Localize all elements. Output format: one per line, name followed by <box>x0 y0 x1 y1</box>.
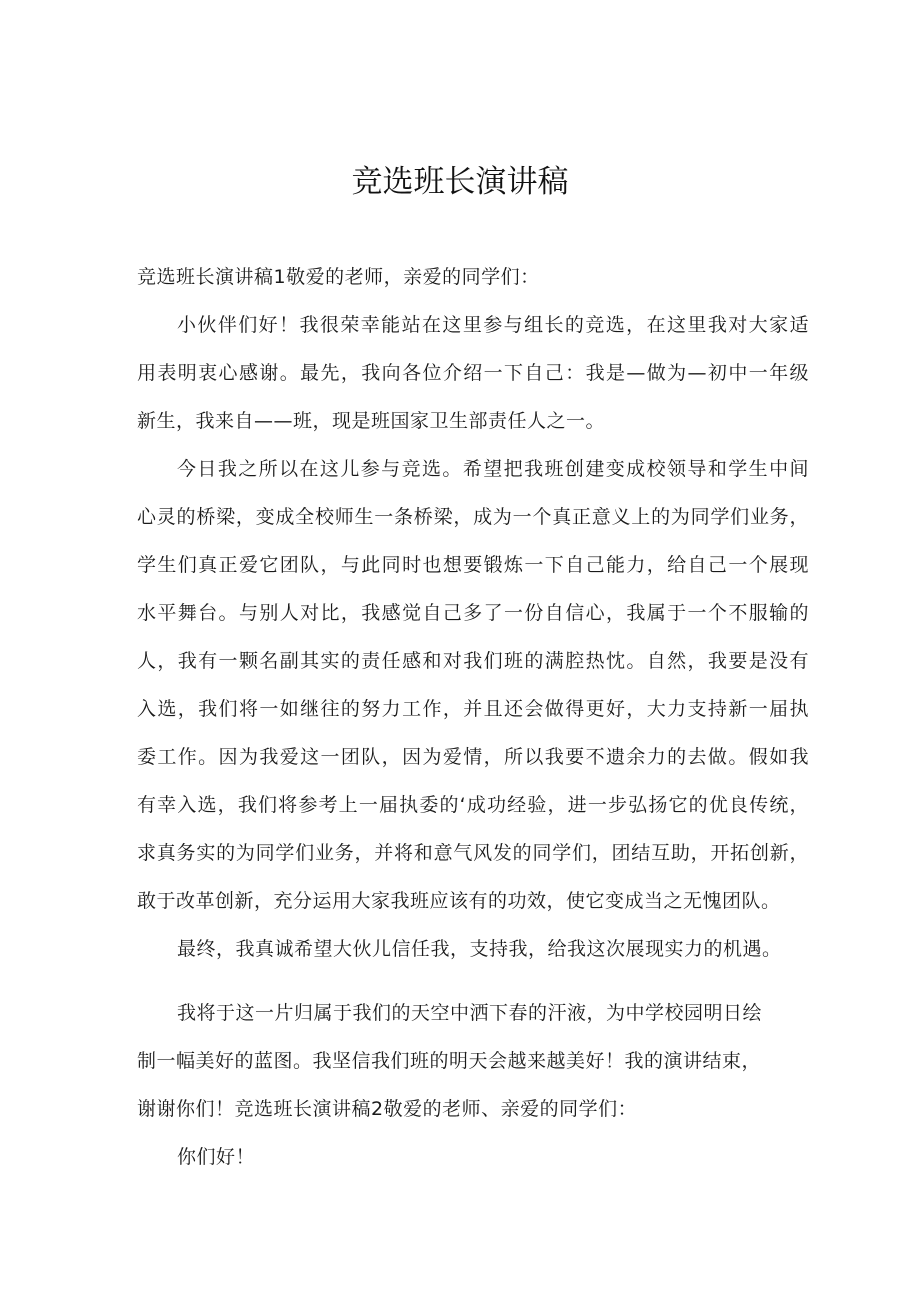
paragraph-line: 你们好！ <box>177 1146 256 1168</box>
paragraph-line: 今日我之所以在这儿参与竞选。希望把我班创建变成校领导和学生中间 <box>177 458 809 480</box>
document-body <box>137 259 809 1187</box>
paragraph-line: 入选，我们将一如继往的努力工作，并且还会做得更好，大力支持新一届执 <box>137 698 809 720</box>
paragraph-line: 最终，我真诚希望大伙儿信任我，支持我，给我这次展现实力的机遇。 <box>177 938 782 960</box>
paragraph-line: 新生，我来自——班，现是班国家卫生部责任人之一。 <box>137 410 606 432</box>
paragraph-line: 学生们真正爱它团队，与此同时也想要锻炼一下自己能力，给自己一个展现 <box>137 554 809 576</box>
paragraph-line: 有幸入选，我们将参考上一届执委的‘成功经验，进一步弘扬它的优良传统， <box>137 794 809 816</box>
paragraph-line: 心灵的桥梁，变成全校师生一条桥梁，成为一个真正意义上的为同学们业务， <box>137 506 809 528</box>
document-title: 竞选班长演讲稿 <box>351 164 569 200</box>
paragraph-line: 人，我有一颗名副其实的责任感和对我们班的满腔热忱。自然，我要是没有 <box>137 650 809 672</box>
paragraph-line: 敢于改革创新，充分运用大家我班应该有的功效，使它变成当之无愧团队。 <box>137 890 781 912</box>
salutation-line: 竞选班长演讲稿1敬爱的老师，亲爱的同学们： <box>137 266 540 288</box>
paragraph-line: 用表明衷心感谢。最先，我向各位介绍一下自己：我是—做为—初中一年级 <box>137 362 809 384</box>
paragraph-line: 委工作。因为我爱这一团队，因为爱情，所以我要不遗余力的去做。假如我 <box>137 746 809 768</box>
paragraph-line: 谢谢你们！竞选班长演讲稿2敬爱的老师、亲爱的同学们： <box>137 1098 638 1120</box>
paragraph-line: 制一幅美好的蓝图。我坚信我们班的明天会越来越美好！我的演讲结束， <box>137 1050 762 1072</box>
paragraph-line: 求真务实的为同学们业务，并将和意气风发的同学们，团结互助，开拓创新， <box>137 842 809 864</box>
paragraph-line: 水平舞台。与别人对比，我感觉自己多了一份自信心，我属于一个不服输的 <box>137 602 809 624</box>
paragraph-line: 小伙伴们好！我很荣幸能站在这里参与组长的竞选，在这里我对大家适 <box>177 314 809 336</box>
paragraph-line: 我将于这一片归属于我们的天空中洒下春的汗液，为中学校园明日绘 <box>177 1002 763 1024</box>
